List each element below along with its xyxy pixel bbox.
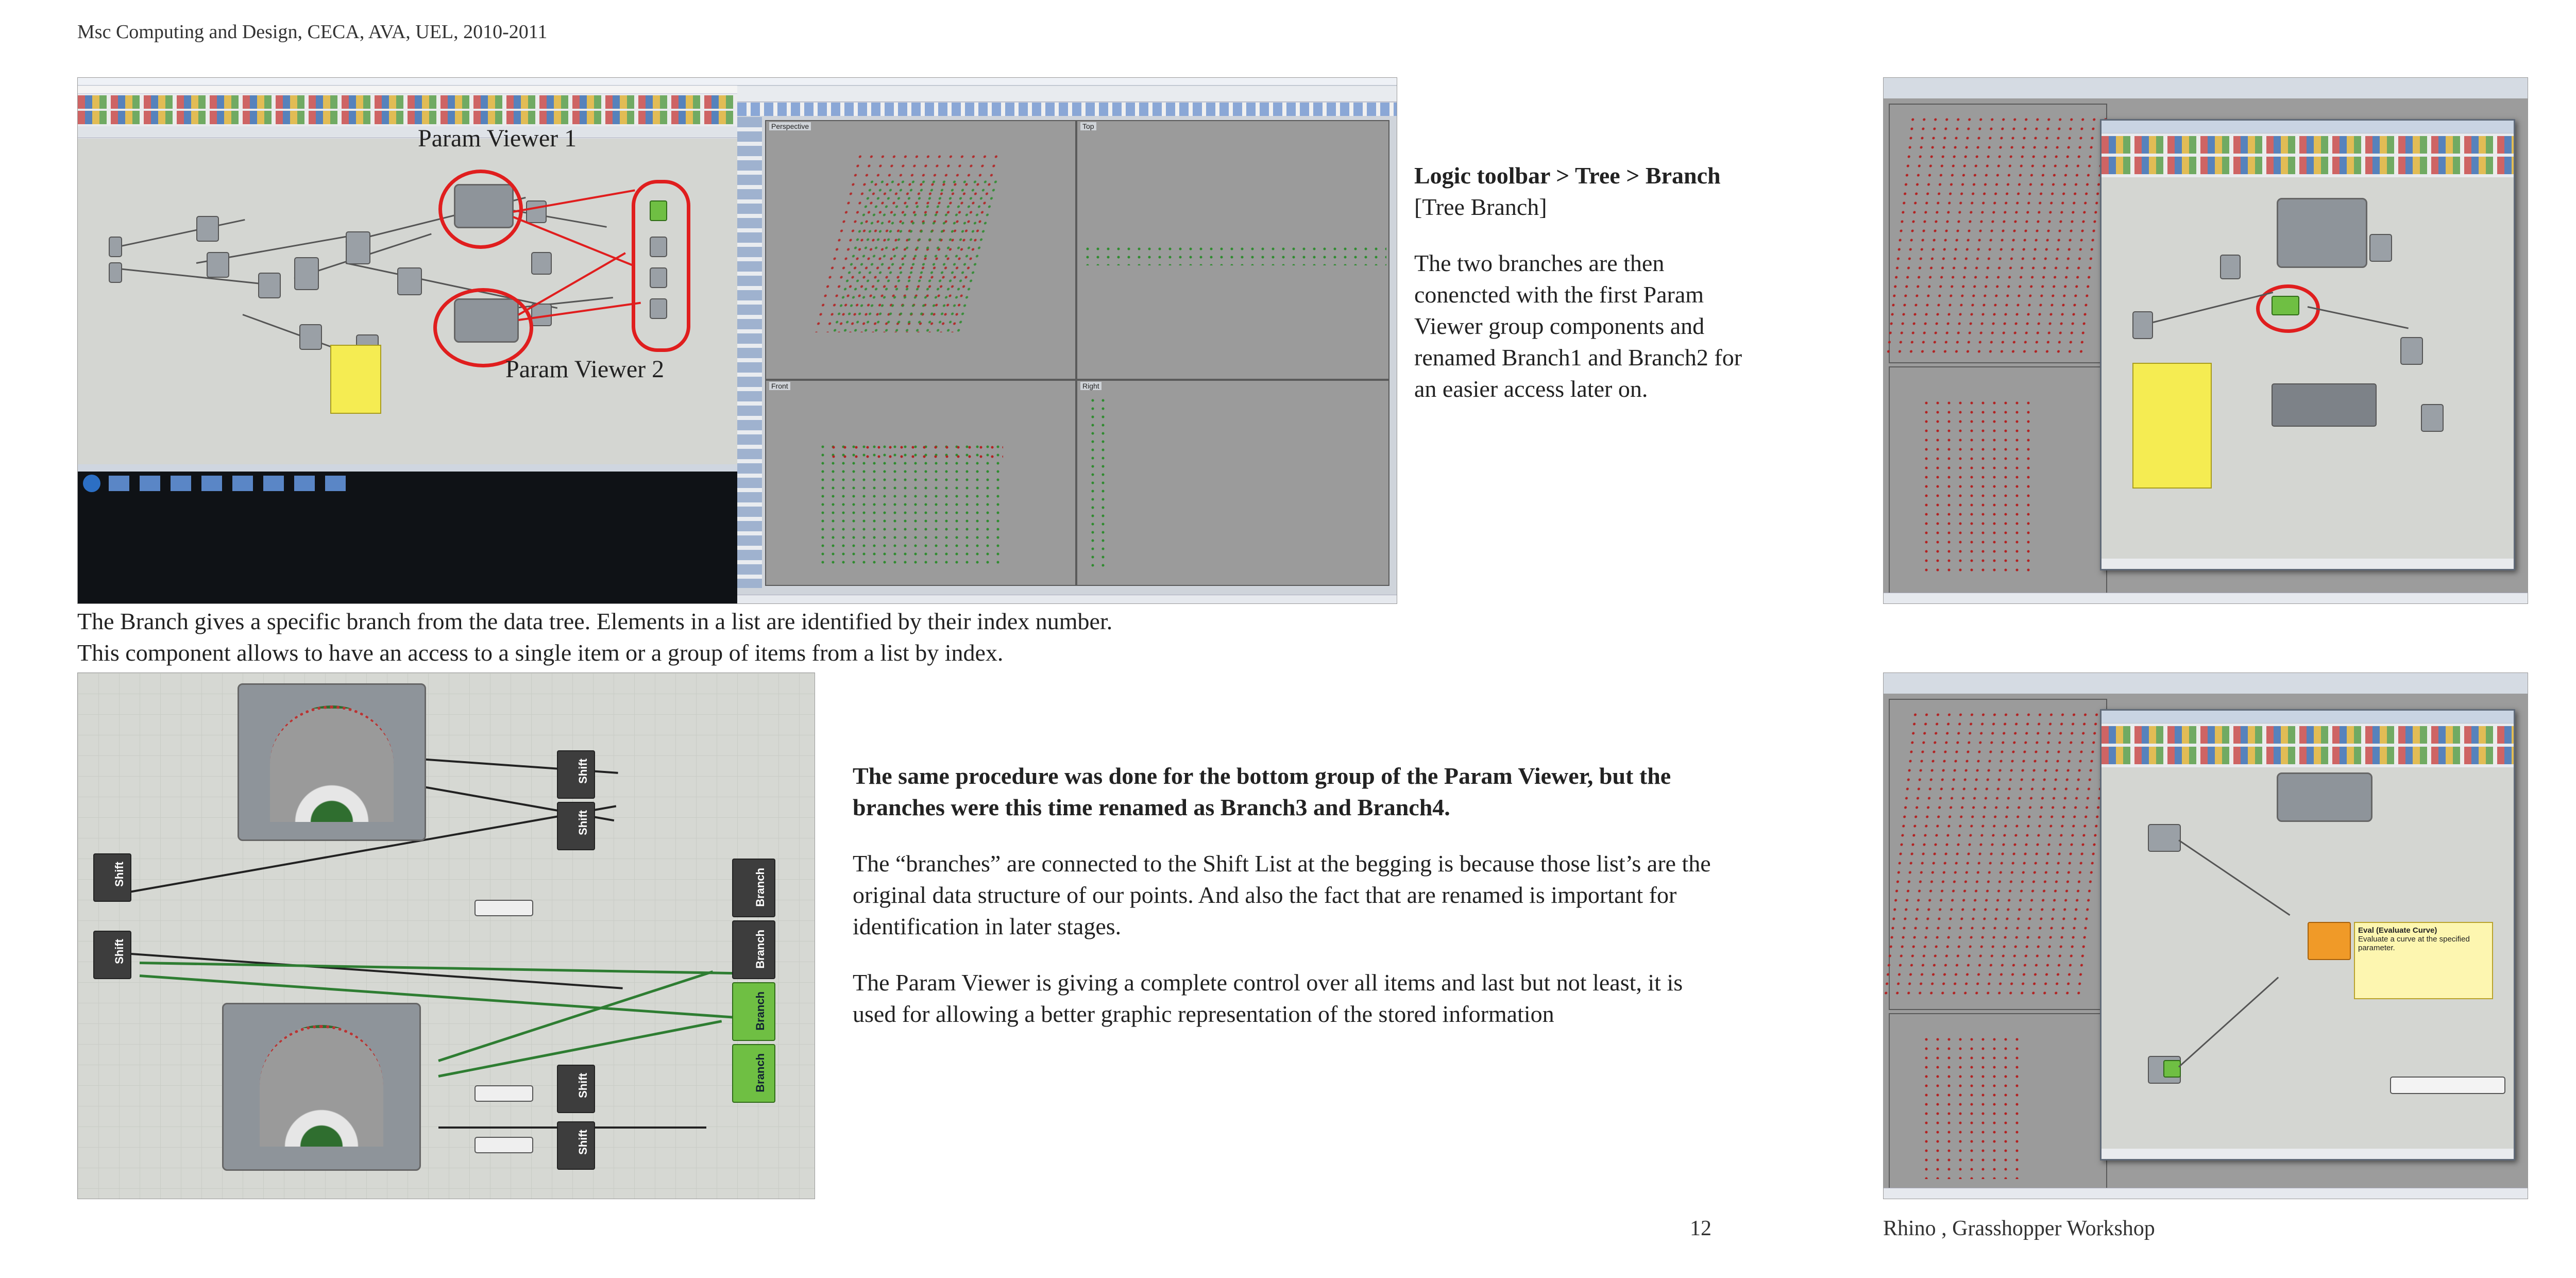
- section1-subheading: [Tree Branch]: [1414, 194, 1547, 220]
- screenshot-evaluate-curve: [1883, 672, 2528, 1199]
- screenshot-line-component: [1883, 77, 2528, 604]
- section2-para2: The Param Viewer is giving a complete control over all items and last but not least, it is used for allowing a better graphic representation of the stored information: [853, 969, 1683, 1027]
- section1-text: [1414, 160, 1744, 405]
- gh-component: [294, 257, 319, 290]
- start-button[interactable]: [83, 475, 100, 492]
- highlight-circle: [438, 170, 523, 249]
- rhino-toolbar: [737, 103, 1397, 116]
- grasshopper-window: [78, 78, 737, 464]
- rhino-status-bar: [737, 595, 1397, 603]
- rhino-side-toolbar: [737, 117, 762, 588]
- annotation-param-viewer-1: Param Viewer 1: [418, 125, 577, 152]
- rhino-viewport: [1889, 1013, 2107, 1190]
- number-input[interactable]: [474, 1085, 533, 1102]
- status-bar: [1884, 1188, 2528, 1199]
- section2-para1: The “branches” are connected to the Shift List at the begging is because those list’s are the original data structure of our points. And also the fact that are renamed is important for identification in later stages.: [853, 850, 1711, 939]
- gh-component: [526, 200, 547, 223]
- viewport-front: [765, 380, 1076, 586]
- grasshopper-canvas: [78, 125, 737, 464]
- highlight-ellipse: [632, 180, 690, 352]
- shift-component: Shift: [93, 931, 131, 979]
- menu-bar: [78, 78, 737, 86]
- rhino-window: [737, 78, 1397, 603]
- status-bar: [1884, 593, 2528, 603]
- section2-heading: The same procedure was done for the bottom group of the Param Viewer, but the branches were this time renamed as Branch3 and Branch4.: [853, 763, 1671, 820]
- viewport-label: Perspective: [769, 122, 811, 130]
- tooltip-title: Eval (Evaluate Curve): [2358, 926, 2437, 935]
- page-number-left: 12: [1690, 1217, 1711, 1240]
- rhino-menu-bar: [737, 78, 1397, 86]
- branch-caption-line2: This component allows to have an access to a single item or a group of items from a list by index.: [77, 640, 1004, 666]
- grasshopper-floating-window: [2100, 709, 2515, 1161]
- viewport-perspective: [765, 120, 1076, 380]
- branch-component: Branch: [732, 859, 775, 917]
- viewport-label: Front: [769, 382, 790, 390]
- gh-component: [196, 216, 219, 242]
- branch-component-selected: Branch: [732, 1044, 775, 1103]
- shift-component: Shift: [557, 802, 595, 850]
- gh-component: [207, 252, 229, 278]
- viewport-label: Top: [1080, 122, 1096, 130]
- toolbar-icons-row1: [78, 95, 737, 109]
- shift-component: Shift: [93, 853, 131, 902]
- gh-component: [346, 231, 370, 264]
- tooltip-text: Evaluate a curve at the specified parameter.: [2358, 935, 2470, 952]
- viewport-label: Right: [1080, 382, 1101, 390]
- toolbar-icons-row2: [78, 111, 737, 124]
- section2-text: [853, 760, 1723, 1054]
- branch-component: Branch: [732, 920, 775, 979]
- tooltip-popup: [2354, 922, 2493, 999]
- rhino-viewport: [1889, 366, 2107, 595]
- rhino-viewport: [1889, 104, 2107, 363]
- number-input[interactable]: [474, 900, 533, 916]
- viewport-top: [1076, 120, 1389, 380]
- evaluate-curve-component[interactable]: [2308, 922, 2351, 960]
- screenshot-grasshopper-rhino-1: [77, 77, 1397, 604]
- number-input[interactable]: [474, 1137, 533, 1153]
- section1-body: The two branches are then conencted with the first Param Viewer group components and renamed Branch1 and Branch2 for an easier access later on.: [1414, 250, 1742, 402]
- rhino-command-line: [737, 86, 1397, 102]
- header-left: Msc Computing and Design, CECA, AVA, UEL, 2010-2011: [77, 21, 548, 43]
- gh-component: [397, 267, 422, 295]
- windows-taskbar: [78, 464, 737, 603]
- yellow-panel: [330, 345, 381, 414]
- shift-component: Shift: [557, 1121, 595, 1170]
- gh-component: [531, 252, 552, 275]
- canvas-toolbar: [78, 126, 737, 138]
- gh-component: [109, 237, 122, 257]
- number-slider[interactable]: [2390, 1077, 2505, 1094]
- gh-component: [299, 324, 322, 350]
- annotation-param-viewer-2: Param Viewer 2: [505, 356, 665, 383]
- param-viewer-top: [238, 683, 426, 841]
- branch-caption-line1: The Branch gives a specific branch from the data tree. Elements in a list are identified by their index number.: [77, 608, 1113, 634]
- shift-component: Shift: [557, 1065, 595, 1113]
- branch-component-selected: Branch: [732, 982, 775, 1041]
- grasshopper-floating-window: [2100, 119, 2515, 570]
- taskbar-apps: [109, 476, 356, 491]
- tab-strip: [78, 86, 737, 94]
- gh-component: [109, 262, 122, 283]
- param-viewer-bottom: [222, 1003, 421, 1171]
- highlight-circle: [2256, 284, 2320, 333]
- branch-caption: [77, 606, 1417, 668]
- grasshopper-branch-diagram: [77, 672, 815, 1199]
- section1-heading: Logic toolbar > Tree > Branch: [1414, 162, 1721, 189]
- gh-component: [258, 273, 281, 298]
- rhino-viewport: [1889, 699, 2107, 1010]
- footer-center: Rhino , Grasshopper Workshop: [1883, 1217, 2155, 1240]
- shift-component: Shift: [557, 750, 595, 799]
- viewport-right: [1076, 380, 1389, 586]
